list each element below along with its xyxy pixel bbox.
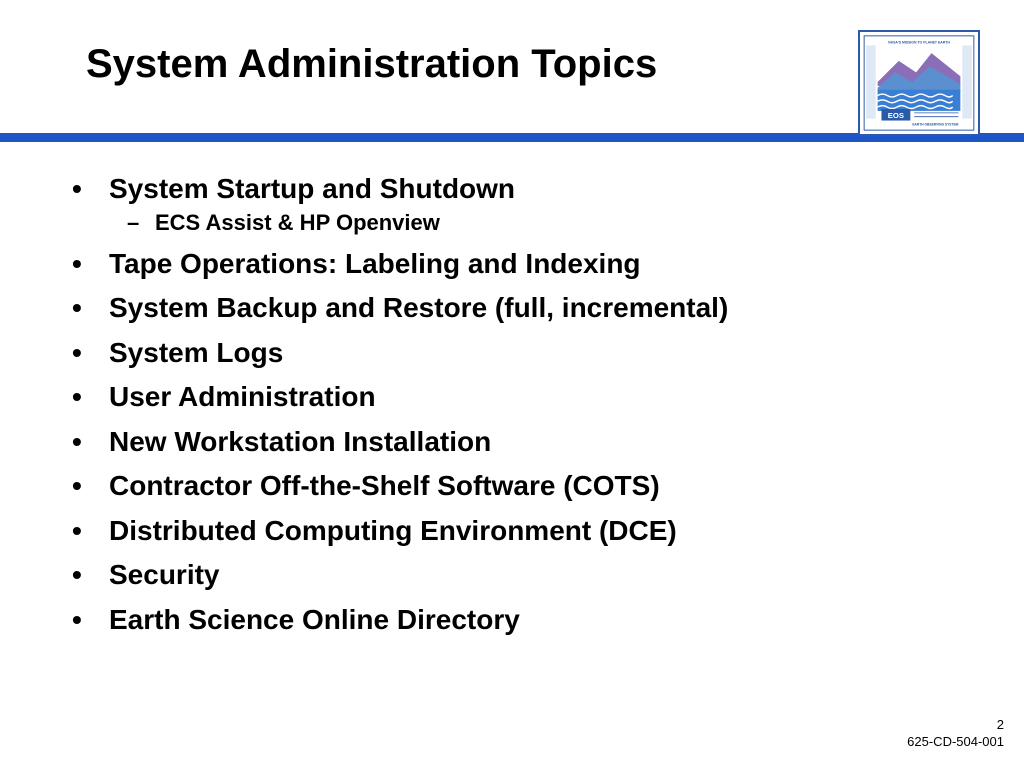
topic-text: Earth Science Online Directory <box>109 603 520 635</box>
bullet-mark: • <box>72 381 82 412</box>
bullet-mark: • <box>72 470 82 501</box>
bullet-mark: • <box>72 603 82 635</box>
topic-text: Distributed Computing Environment (DCE) <box>109 514 677 546</box>
topic-text: New Workstation Installation <box>109 425 492 457</box>
topic-item <box>70 247 970 281</box>
slide-title: System Administration Topics <box>86 42 658 86</box>
eos-logo-graphic <box>860 32 978 134</box>
topic-text: Contractor Off-the-Shelf Software (COTS) <box>109 470 660 501</box>
dash-mark: – <box>127 210 140 235</box>
logo-eos-text: EOS <box>887 111 905 121</box>
bullet-mark: • <box>72 559 82 590</box>
topic-item <box>70 469 970 503</box>
sub-topic-item <box>109 210 970 236</box>
bullet-mark: • <box>72 247 82 279</box>
sub-topic-list <box>109 210 970 236</box>
bullet-mark: • <box>72 173 82 204</box>
document-number: 625-CD-504-001 <box>907 734 1004 749</box>
logo-top-text: NASA'S MISSION TO PLANET EARTH <box>888 40 950 45</box>
topic-text: System Logs <box>109 336 284 368</box>
logo-bottom-text: EARTH OBSERVING SYSTEM <box>912 122 959 127</box>
topic-item <box>70 336 970 370</box>
bullet-mark: • <box>72 425 82 457</box>
bullet-mark: • <box>72 292 82 323</box>
logo-left-band <box>866 45 876 118</box>
topic-text: System Startup and Shutdown <box>109 173 516 204</box>
sub-topic-text: ECS Assist & HP Openview <box>155 210 440 235</box>
bullet-mark: • <box>72 514 82 546</box>
eos-logo <box>858 30 980 136</box>
bullet-mark: • <box>72 336 82 368</box>
topic-item <box>70 172 970 236</box>
topic-item <box>70 380 970 414</box>
topic-item <box>70 558 970 592</box>
topic-text: Tape Operations: Labeling and Indexing <box>109 247 641 279</box>
topic-item <box>70 425 970 459</box>
logo-right-band <box>962 45 972 118</box>
topic-item <box>70 514 970 548</box>
topic-text: Security <box>109 559 220 590</box>
topic-item <box>70 291 970 325</box>
topic-text: System Backup and Restore (full, incremental) <box>109 292 729 323</box>
topic-item <box>70 603 970 637</box>
topic-text: User Administration <box>109 381 376 412</box>
topic-list <box>70 172 970 647</box>
page-number: 2 <box>996 717 1004 732</box>
